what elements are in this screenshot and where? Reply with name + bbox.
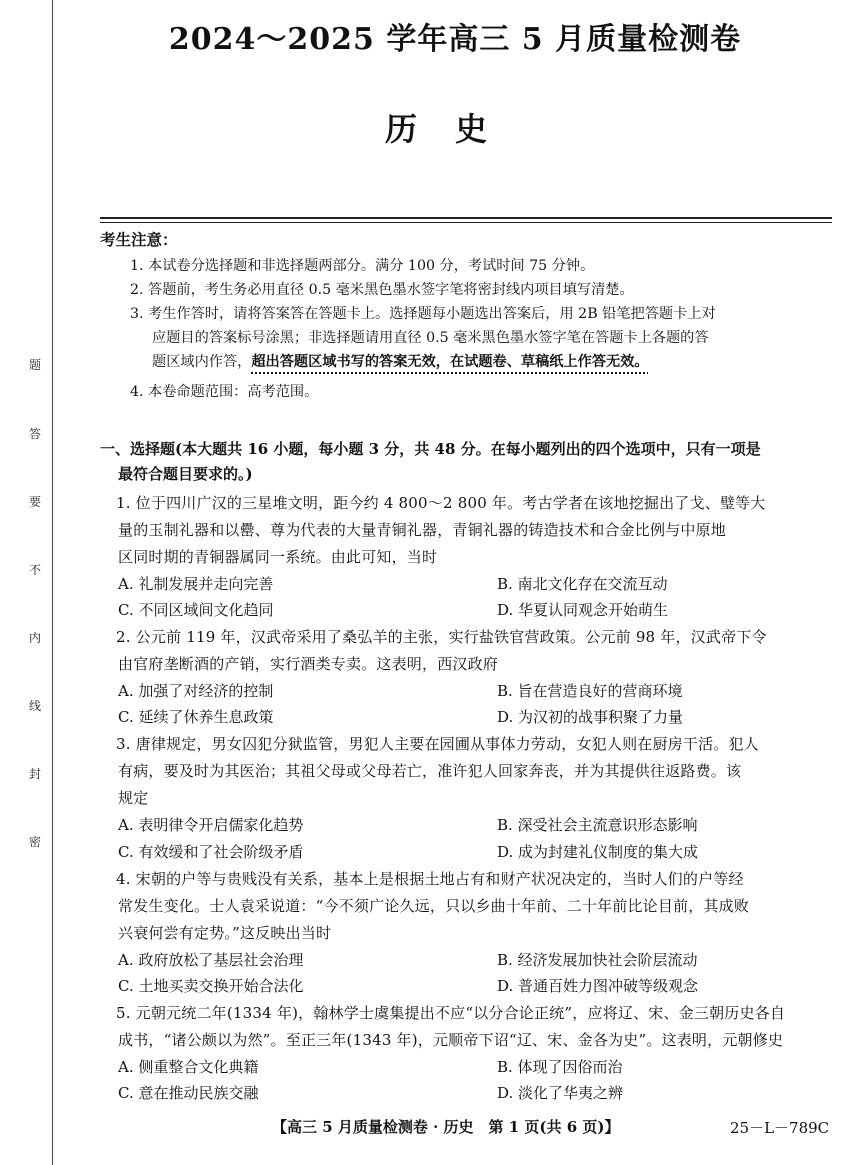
notice-item-1: 1. 本试卷分选择题和非选择题两部分。满分 100 分，考试时间 75 分钟。 bbox=[130, 258, 595, 274]
binding-char: 答 bbox=[28, 427, 41, 441]
section-heading-line-2: 最符合题目要求的。) bbox=[118, 465, 253, 483]
question-5-option-b: B. 体现了因俗而治 bbox=[497, 1058, 623, 1076]
title-rule-thin bbox=[100, 222, 832, 223]
question-4-option-b: B. 经济发展加快社会阶层流动 bbox=[497, 951, 698, 969]
question-2-stem: 由官府垄断酒的产销，实行酒类专卖。这表明，西汉政府 bbox=[118, 655, 499, 673]
question-1-option-a: A. 礼制发展并走向完善 bbox=[118, 575, 274, 593]
exam-title: 2024～2025 学年高三 5 月质量检测卷 bbox=[168, 22, 742, 57]
question-4-stem: 兴衰何尝有定势。”这反映出当时 bbox=[118, 924, 332, 942]
section-heading-line-1: 一、选择题(本大题共 16 小题，每小题 3 分，共 48 分。在每小题列出的四个选项中，只有一项是 bbox=[100, 440, 761, 458]
question-5-option-d: D. 淡化了华夷之辨 bbox=[497, 1084, 624, 1102]
question-3-option-c: C. 有效缓和了社会阶级矛盾 bbox=[118, 843, 304, 861]
exam-code: 25－L－789C bbox=[730, 1119, 830, 1137]
notice-heading: 考生注意： bbox=[100, 230, 178, 249]
question-4-option-a: A. 政府放松了基层社会治理 bbox=[118, 951, 304, 969]
question-4-option-d: D. 普通百姓力图冲破等级观念 bbox=[497, 977, 699, 995]
notice-emphasis: 超出答题区域书写的答案无效，在试题卷、草稿纸上作答无效。 bbox=[251, 354, 649, 370]
notice-item-3: 3. 考生作答时，请将答案答在答题卡上。选择题每小题选出答案后，用 2B 铅笔把答题卡上对 bbox=[130, 306, 716, 322]
question-2-option-c: C. 延续了休养生息政策 bbox=[118, 708, 274, 726]
binding-char: 不 bbox=[28, 563, 41, 577]
question-5-stem: 5. 元朝元统二年(1334 年)，翰林学士虞集提出不应“以分合论正统”，应将辽、宋、金三朝历史各自 bbox=[116, 1004, 786, 1022]
question-3-stem: 3. 唐律规定，男女囚犯分狱监管，男犯人主要在园圃从事体力劳动，女犯人则在厨房干活。犯人 bbox=[116, 735, 759, 753]
binding-char: 内 bbox=[28, 631, 41, 645]
subject-title: 历史 bbox=[384, 110, 525, 148]
notice-item-3-text: 题区域内作答， bbox=[152, 354, 252, 370]
question-2-option-b: B. 旨在营造良好的营商环境 bbox=[497, 682, 683, 700]
question-2-option-d: D. 为汉初的战事积聚了力量 bbox=[497, 708, 684, 726]
question-4-option-c: C. 土地买卖交换开始合法化 bbox=[118, 977, 304, 995]
section-heading bbox=[100, 437, 840, 487]
question-1-option-b: B. 南北文化存在交流互动 bbox=[497, 575, 668, 593]
notice-item-2: 2. 答题前，考生务必用直径 0.5 毫米黑色墨水签字笔将密封线内项目填写清楚。 bbox=[130, 282, 634, 298]
question-3-stem: 有病，要及时为其医治；其祖父母或父母若亡，准许犯人回家奔丧，并为其提供往返路费。该 bbox=[118, 762, 742, 780]
notice-item-3-line-2: 应题目的答案标号涂黑；非选择题请用直径 0.5 毫米黑色墨水签字笔在答题卡上各题的答 bbox=[152, 330, 709, 346]
question-4-stem: 常发生变化。士人袁采说道：“今不须广论久远，只以乡曲十年前、二十年前比论目前，其成败 bbox=[118, 897, 750, 915]
question-1-option-d: D. 华夏认同观念开始萌生 bbox=[497, 601, 669, 619]
binding-char: 题 bbox=[28, 358, 41, 372]
question-4-stem: 4. 宋朝的户等与贵贱没有关系，基本上是根据土地占有和财产状况决定的，当时人们的户等经 bbox=[116, 870, 744, 888]
question-3-stem: 规定 bbox=[118, 789, 149, 807]
page-footer: 【高三 5 月质量检测卷 · 历史 第 1 页(共 6 页)】 bbox=[272, 1118, 620, 1136]
question-3-option-d: D. 成为封建礼仪制度的集大成 bbox=[497, 843, 699, 861]
question-1-option-c: C. 不同区域间文化趋同 bbox=[118, 601, 274, 619]
question-1-stem: 1. 位于四川广汉的三星堆文明，距今约 4 800～2 800 年。考古学者在该地挖掘出了戈、璧等大 bbox=[116, 494, 766, 512]
notice-item-3-line-3 bbox=[152, 350, 649, 374]
question-3-option-b: B. 深受社会主流意识形态影响 bbox=[497, 816, 698, 834]
question-2-stem: 2. 公元前 119 年，汉武帝采用了桑弘羊的主张，实行盐铁官营政策。公元前 98 年，汉武帝下令 bbox=[116, 628, 767, 646]
binding-char: 要 bbox=[28, 495, 41, 509]
binding-char: 密 bbox=[28, 835, 41, 849]
question-3-option-a: A. 表明律令开启儒家化趋势 bbox=[118, 816, 304, 834]
question-5-option-a: A. 侧重整合文化典籍 bbox=[118, 1058, 259, 1076]
question-5-option-c: C. 意在推动民族交融 bbox=[118, 1084, 259, 1102]
question-2-option-a: A. 加强了对经济的控制 bbox=[118, 682, 274, 700]
question-1-stem: 区同时期的青铜器属同一系统。由此可知，当时 bbox=[118, 548, 438, 566]
question-5-stem: 成书，“诸公颇以为然”。至正三年(1343 年)，元顺帝下诏“辽、宋、金各为史”。这表明，元朝修史 bbox=[118, 1031, 784, 1049]
notice-item-4: 4. 本卷命题范围：高考范围。 bbox=[130, 384, 319, 400]
binding-line bbox=[52, 0, 53, 1165]
binding-char: 封 bbox=[28, 767, 41, 781]
binding-char: 线 bbox=[28, 699, 41, 713]
question-1-stem: 量的玉制礼器和以罍、尊为代表的大量青铜礼器，青铜礼器的铸造技术和合金比例与中原地 bbox=[118, 521, 727, 539]
title-rule-thick bbox=[100, 217, 832, 219]
